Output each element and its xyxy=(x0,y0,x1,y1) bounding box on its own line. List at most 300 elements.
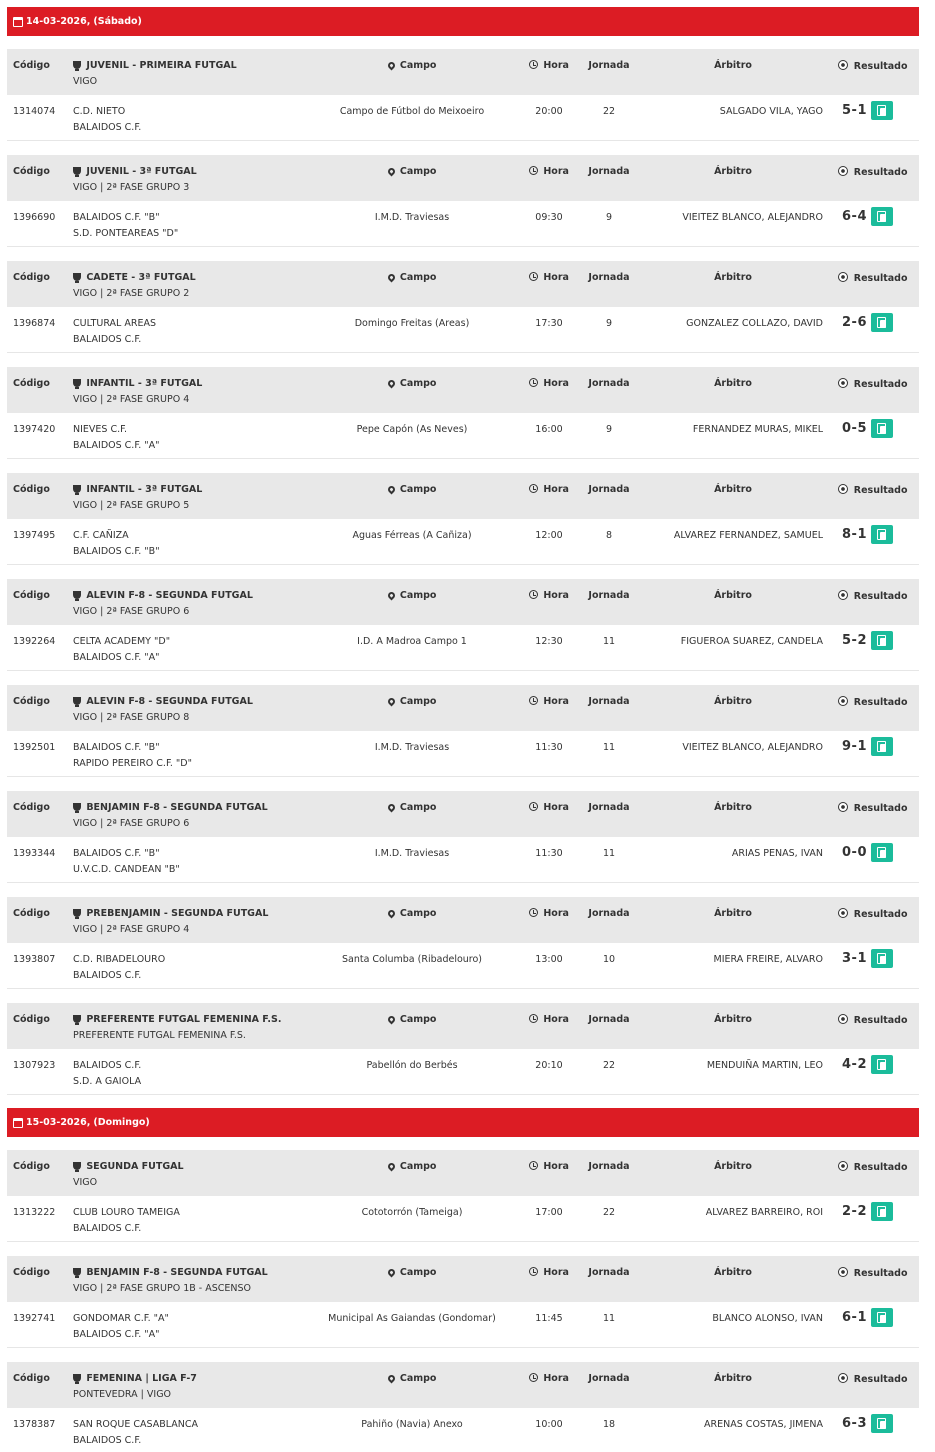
resultado-header xyxy=(827,1373,919,1385)
hora-header xyxy=(519,272,579,283)
hora-label: Hora xyxy=(543,590,569,601)
jornada-header: Jornada xyxy=(588,1373,630,1384)
campo-header xyxy=(307,272,517,283)
campo-header xyxy=(307,166,517,177)
match-card xyxy=(7,1003,919,1095)
day-date: 14-03-2026, xyxy=(26,16,91,27)
competition-name[interactable] xyxy=(73,484,202,495)
jornada-header: Jornada xyxy=(588,908,630,919)
jornada-header: Jornada xyxy=(588,1014,630,1025)
venue[interactable]: Municipal As Gaiandas (Gondomar) xyxy=(328,1313,496,1324)
match-round: 10 xyxy=(602,954,616,965)
hora-header xyxy=(519,696,579,707)
trophy-icon xyxy=(73,167,81,175)
codigo-header: Código xyxy=(13,1267,50,1278)
arbitro-header: Árbitro xyxy=(714,1014,752,1025)
hora-label: Hora xyxy=(543,1373,569,1384)
map-pin-icon xyxy=(386,803,396,813)
campo-label: Campo xyxy=(399,696,437,707)
away-team[interactable]: BALAIDOS C.F. "A" xyxy=(73,652,160,663)
match-time: 12:00 xyxy=(535,530,563,541)
competition-group: VIGO | 2ª FASE GRUPO 3 xyxy=(73,182,190,193)
trophy-icon xyxy=(73,1162,81,1170)
hora-label: Hora xyxy=(543,1161,569,1172)
match-round: 11 xyxy=(602,1313,616,1324)
codigo-header: Código xyxy=(13,590,50,601)
match-header-row xyxy=(7,685,919,731)
venue[interactable]: I.M.D. Traviesas xyxy=(374,742,450,753)
match-code: 1397420 xyxy=(13,424,56,435)
match-card xyxy=(7,897,919,989)
home-team[interactable]: BALAIDOS C.F. "B" xyxy=(73,742,160,753)
trophy-icon xyxy=(73,697,81,705)
match-header-row xyxy=(7,1150,919,1196)
competition-group: VIGO | 2ª FASE GRUPO 6 xyxy=(73,606,190,617)
competition-label: PREFERENTE FUTGAL FEMENINA F.S. xyxy=(86,1014,282,1025)
match-report-icon[interactable] xyxy=(871,949,893,968)
codigo-header: Código xyxy=(13,166,50,177)
soccer-ball-icon xyxy=(838,802,848,812)
match-card xyxy=(7,261,919,353)
day-date: 15-03-2026, xyxy=(26,1117,91,1128)
competition-label: INFANTIL - 3ª FUTGAL xyxy=(86,378,203,389)
match-code: 1378387 xyxy=(13,1419,56,1430)
match-round: 9 xyxy=(605,212,613,223)
match-report-icon[interactable] xyxy=(871,737,893,756)
result-cell xyxy=(842,631,912,650)
result-cell xyxy=(842,737,912,756)
match-time: 09:30 xyxy=(535,212,563,223)
match-report-icon[interactable] xyxy=(871,1202,893,1221)
match-score: 5-2 xyxy=(842,633,867,648)
match-time: 17:30 xyxy=(535,318,563,329)
match-data-row xyxy=(7,1302,919,1347)
map-pin-icon xyxy=(386,591,396,601)
clock-icon xyxy=(529,60,538,69)
campo-header xyxy=(307,1014,517,1025)
match-data-row xyxy=(7,943,919,988)
competition-name[interactable] xyxy=(73,1267,268,1278)
arbitro-header: Árbitro xyxy=(714,272,752,283)
referee: ALVAREZ FERNANDEZ, SAMUEL xyxy=(673,530,823,541)
referee: MIERA FREIRE, ALVARO xyxy=(713,954,823,965)
match-data-row xyxy=(7,1408,919,1452)
match-round: 9 xyxy=(605,424,613,435)
venue[interactable]: Pepe Capón (As Neves) xyxy=(356,424,468,435)
resultado-header xyxy=(827,484,919,496)
codigo-header: Código xyxy=(13,696,50,707)
match-report-icon[interactable] xyxy=(871,1308,893,1327)
match-header-row xyxy=(7,49,919,95)
match-report-icon[interactable] xyxy=(871,631,893,650)
home-team[interactable]: C.F. CAÑIZA xyxy=(73,530,129,541)
referee: VIEITEZ BLANCO, ALEJANDRO xyxy=(682,742,823,753)
referee: ALVAREZ BARREIRO, ROI xyxy=(705,1207,823,1218)
competition-label: BENJAMIN F-8 - SEGUNDA FUTGAL xyxy=(86,1267,268,1278)
competition-label: JUVENIL - 3ª FUTGAL xyxy=(86,166,197,177)
clock-icon xyxy=(529,484,538,493)
match-report-icon[interactable] xyxy=(871,101,893,120)
hora-header xyxy=(519,1161,579,1172)
clock-icon xyxy=(529,696,538,705)
arbitro-header: Árbitro xyxy=(714,1267,752,1278)
match-card xyxy=(7,685,919,777)
home-team[interactable]: SAN ROQUE CASABLANCA xyxy=(73,1419,198,1430)
arbitro-header: Árbitro xyxy=(714,378,752,389)
map-pin-icon xyxy=(386,1374,396,1384)
codigo-header: Código xyxy=(13,1373,50,1384)
resultado-label: Resultado xyxy=(853,1015,908,1026)
resultado-header xyxy=(827,60,919,72)
calendar-icon xyxy=(13,17,23,27)
resultado-header xyxy=(827,1014,919,1026)
competition-group: VIGO xyxy=(73,1177,98,1188)
resultado-label: Resultado xyxy=(853,1162,908,1173)
competition-name[interactable] xyxy=(73,378,202,389)
home-team[interactable]: CELTA ACADEMY "D" xyxy=(73,636,171,647)
competition-name[interactable] xyxy=(73,166,197,177)
venue[interactable]: Pahiño (Navia) Anexo xyxy=(361,1419,463,1430)
match-data-row xyxy=(7,307,919,352)
match-time: 20:10 xyxy=(535,1060,563,1071)
match-time: 17:00 xyxy=(535,1207,563,1218)
arbitro-header: Árbitro xyxy=(714,60,752,71)
match-code: 1396690 xyxy=(13,212,56,223)
soccer-ball-icon xyxy=(838,696,848,706)
map-pin-icon xyxy=(386,909,396,919)
trophy-icon xyxy=(73,61,81,69)
match-header-row xyxy=(7,1362,919,1408)
match-card xyxy=(7,473,919,565)
away-team[interactable]: BALAIDOS C.F. "A" xyxy=(73,1329,160,1340)
venue[interactable]: Santa Columba (Ribadelouro) xyxy=(341,954,483,965)
resultado-label: Resultado xyxy=(853,61,908,72)
hora-header xyxy=(519,1267,579,1278)
hora-header xyxy=(519,166,579,177)
hora-header xyxy=(519,378,579,389)
match-code: 1313222 xyxy=(13,1207,56,1218)
trophy-icon xyxy=(73,379,81,387)
match-code: 1396874 xyxy=(13,318,56,329)
hora-label: Hora xyxy=(543,1267,569,1278)
soccer-ball-icon xyxy=(838,1373,848,1383)
trophy-icon xyxy=(73,803,81,811)
campo-label: Campo xyxy=(399,484,437,495)
match-header-row xyxy=(7,155,919,201)
hora-label: Hora xyxy=(543,696,569,707)
match-data-row xyxy=(7,625,919,670)
match-round: 22 xyxy=(602,1060,616,1071)
codigo-header: Código xyxy=(13,378,50,389)
resultado-label: Resultado xyxy=(853,1374,908,1385)
venue[interactable]: I.M.D. Traviesas xyxy=(374,212,450,223)
home-team[interactable]: GONDOMAR C.F. "A" xyxy=(73,1313,169,1324)
hora-label: Hora xyxy=(543,1014,569,1025)
match-code: 1307923 xyxy=(13,1060,56,1071)
map-pin-icon xyxy=(386,61,396,71)
codigo-header: Código xyxy=(13,60,50,71)
jornada-header: Jornada xyxy=(588,590,630,601)
home-team[interactable]: CLUB LOURO TAMEIGA xyxy=(73,1207,180,1218)
match-time: 11:30 xyxy=(535,848,563,859)
match-score: 4-2 xyxy=(842,1057,867,1072)
codigo-header: Código xyxy=(13,272,50,283)
campo-header xyxy=(307,1373,517,1384)
campo-header xyxy=(307,378,517,389)
resultado-header xyxy=(827,378,919,390)
competition-group: VIGO xyxy=(73,76,98,87)
map-pin-icon xyxy=(386,697,396,707)
competition-label: PREBENJAMIN - SEGUNDA FUTGAL xyxy=(86,908,269,919)
clock-icon xyxy=(529,272,538,281)
referee: GONZALEZ COLLAZO, DAVID xyxy=(686,318,823,329)
jornada-header: Jornada xyxy=(588,802,630,813)
competition-name[interactable] xyxy=(73,908,268,919)
resultado-header xyxy=(827,908,919,920)
jornada-header: Jornada xyxy=(588,166,630,177)
soccer-ball-icon xyxy=(838,484,848,494)
match-score: 5-1 xyxy=(842,103,867,118)
match-card xyxy=(7,791,919,883)
competition-name[interactable] xyxy=(73,802,268,813)
away-team[interactable]: BALAIDOS C.F. xyxy=(73,1435,142,1446)
match-card xyxy=(7,367,919,459)
day-header xyxy=(7,7,919,36)
referee: MENDUIÑA MARTIN, LEO xyxy=(706,1060,823,1071)
arbitro-header: Árbitro xyxy=(714,696,752,707)
away-team[interactable]: S.D. PONTEAREAS "D" xyxy=(73,228,179,239)
match-round: 11 xyxy=(602,636,616,647)
match-card xyxy=(7,1362,919,1452)
home-team[interactable]: C.D. RIBADELOURO xyxy=(73,954,166,965)
result-cell xyxy=(842,525,912,544)
match-round: 11 xyxy=(602,848,616,859)
match-time: 13:00 xyxy=(535,954,563,965)
match-score: 0-5 xyxy=(842,421,867,436)
resultado-header xyxy=(827,696,919,708)
hora-label: Hora xyxy=(543,60,569,71)
away-team[interactable]: S.D. A GAIOLA xyxy=(73,1076,142,1087)
venue[interactable]: I.D. A Madroa Campo 1 xyxy=(357,636,467,647)
competition-name[interactable] xyxy=(73,1373,197,1384)
result-cell xyxy=(842,843,912,862)
match-score: 2-2 xyxy=(842,1204,867,1219)
competition-group: VIGO | 2ª FASE GRUPO 1B - ASCENSO xyxy=(73,1283,252,1294)
hora-header xyxy=(519,802,579,813)
jornada-header: Jornada xyxy=(588,1161,630,1172)
resultado-label: Resultado xyxy=(853,803,908,814)
home-team[interactable]: BALAIDOS C.F. "B" xyxy=(73,212,160,223)
match-round: 18 xyxy=(602,1419,616,1430)
competition-label: SEGUNDA FUTGAL xyxy=(86,1161,184,1172)
venue[interactable]: Campo de Fútbol do Meixoeiro xyxy=(339,106,485,117)
result-cell xyxy=(842,1055,912,1074)
match-score: 0-0 xyxy=(842,845,867,860)
venue[interactable]: Pabellón do Berbés xyxy=(366,1060,458,1071)
soccer-ball-icon xyxy=(838,1161,848,1171)
away-team[interactable]: BALAIDOS C.F. "B" xyxy=(73,546,160,557)
match-report-icon[interactable] xyxy=(871,313,893,332)
campo-label: Campo xyxy=(399,1373,437,1384)
resultado-label: Resultado xyxy=(853,591,908,602)
map-pin-icon xyxy=(386,273,396,283)
match-card xyxy=(7,1256,919,1348)
codigo-header: Código xyxy=(13,908,50,919)
hora-label: Hora xyxy=(543,272,569,283)
match-report-icon[interactable] xyxy=(871,419,893,438)
campo-header xyxy=(307,696,517,707)
clock-icon xyxy=(529,166,538,175)
jornada-header: Jornada xyxy=(588,60,630,71)
match-score: 6-4 xyxy=(842,209,867,224)
campo-label: Campo xyxy=(399,60,437,71)
match-report-icon[interactable] xyxy=(871,1055,893,1074)
campo-label: Campo xyxy=(399,1267,437,1278)
clock-icon xyxy=(529,1161,538,1170)
match-code: 1393807 xyxy=(13,954,56,965)
match-code: 1392264 xyxy=(13,636,56,647)
match-report-icon[interactable] xyxy=(871,843,893,862)
campo-header xyxy=(307,484,517,495)
soccer-ball-icon xyxy=(838,378,848,388)
competition-group: VIGO | 2ª FASE GRUPO 4 xyxy=(73,924,190,935)
match-report-icon[interactable] xyxy=(871,1414,893,1433)
match-header-row xyxy=(7,367,919,413)
hora-header xyxy=(519,60,579,71)
match-card xyxy=(7,49,919,141)
codigo-header: Código xyxy=(13,1014,50,1025)
trophy-icon xyxy=(73,1374,81,1382)
match-data-row xyxy=(7,95,919,140)
match-score: 9-1 xyxy=(842,739,867,754)
match-data-row xyxy=(7,1049,919,1094)
result-cell xyxy=(842,949,912,968)
soccer-ball-icon xyxy=(838,908,848,918)
match-code: 1392741 xyxy=(13,1313,56,1324)
clock-icon xyxy=(529,1373,538,1382)
campo-label: Campo xyxy=(399,590,437,601)
arbitro-header: Árbitro xyxy=(714,802,752,813)
arbitro-header: Árbitro xyxy=(714,590,752,601)
match-score: 3-1 xyxy=(842,951,867,966)
resultado-label: Resultado xyxy=(853,379,908,390)
referee: FIGUEROA SUAREZ, CANDELA xyxy=(680,636,823,647)
away-team[interactable]: BALAIDOS C.F. xyxy=(73,122,142,133)
home-team[interactable]: BALAIDOS C.F. "B" xyxy=(73,848,160,859)
home-team[interactable]: NIEVES C.F. xyxy=(73,424,128,435)
competition-group: VIGO | 2ª FASE GRUPO 6 xyxy=(73,818,190,829)
match-report-icon[interactable] xyxy=(871,525,893,544)
map-pin-icon xyxy=(386,167,396,177)
trophy-icon xyxy=(73,1268,81,1276)
resultado-header xyxy=(827,1267,919,1279)
competition-group: PONTEVEDRA | VIGO xyxy=(73,1389,172,1400)
resultado-label: Resultado xyxy=(853,273,908,284)
resultado-header xyxy=(827,166,919,178)
soccer-ball-icon xyxy=(838,1014,848,1024)
competition-label: ALEVIN F-8 - SEGUNDA FUTGAL xyxy=(86,590,253,601)
away-team[interactable]: BALAIDOS C.F. xyxy=(73,1223,142,1234)
campo-label: Campo xyxy=(399,378,437,389)
hora-header xyxy=(519,590,579,601)
jornada-header: Jornada xyxy=(588,378,630,389)
campo-label: Campo xyxy=(399,908,437,919)
soccer-ball-icon xyxy=(838,590,848,600)
competition-name[interactable] xyxy=(73,1161,184,1172)
campo-header xyxy=(307,802,517,813)
home-team[interactable]: CULTURAL AREAS xyxy=(73,318,156,329)
venue[interactable]: Domingo Freitas (Areas) xyxy=(354,318,470,329)
matches-container xyxy=(7,36,919,1095)
competition-label: ALEVIN F-8 - SEGUNDA FUTGAL xyxy=(86,696,253,707)
soccer-ball-icon xyxy=(838,166,848,176)
match-round: 9 xyxy=(605,318,613,329)
competition-label: BENJAMIN F-8 - SEGUNDA FUTGAL xyxy=(86,802,268,813)
map-pin-icon xyxy=(386,1268,396,1278)
away-team[interactable]: U.V.C.D. CANDEAN "B" xyxy=(73,864,180,875)
competition-group: VIGO | 2ª FASE GRUPO 5 xyxy=(73,500,190,511)
match-report-icon[interactable] xyxy=(871,207,893,226)
match-score: 6-1 xyxy=(842,1310,867,1325)
venue[interactable]: Cototorrón (Tameiga) xyxy=(361,1207,463,1218)
competition-name[interactable] xyxy=(73,272,196,283)
match-score: 8-1 xyxy=(842,527,867,542)
competition-name[interactable] xyxy=(73,60,237,71)
match-header-row xyxy=(7,473,919,519)
away-team[interactable]: RAPIDO PEREIRO C.F. "D" xyxy=(73,758,192,769)
match-round: 8 xyxy=(605,530,613,541)
campo-header xyxy=(307,590,517,601)
day-block xyxy=(7,7,919,1095)
result-cell xyxy=(842,1308,912,1327)
map-pin-icon xyxy=(386,1162,396,1172)
home-team[interactable]: C.D. NIETO xyxy=(73,106,126,117)
day-header xyxy=(7,1108,919,1137)
matches-container xyxy=(7,1137,919,1452)
match-code: 1393344 xyxy=(13,848,56,859)
soccer-ball-icon xyxy=(838,272,848,282)
hora-label: Hora xyxy=(543,484,569,495)
competition-name[interactable] xyxy=(73,1014,281,1025)
away-team[interactable]: BALAIDOS C.F. xyxy=(73,970,142,981)
results-list xyxy=(7,7,919,1452)
away-team[interactable]: BALAIDOS C.F. "A" xyxy=(73,440,160,451)
competition-group: VIGO | 2ª FASE GRUPO 2 xyxy=(73,288,190,299)
competition-label: INFANTIL - 3ª FUTGAL xyxy=(86,484,203,495)
codigo-header: Código xyxy=(13,802,50,813)
hora-label: Hora xyxy=(543,166,569,177)
hora-label: Hora xyxy=(543,802,569,813)
jornada-header: Jornada xyxy=(588,272,630,283)
competition-name[interactable] xyxy=(73,696,253,707)
resultado-label: Resultado xyxy=(853,1268,908,1279)
result-cell xyxy=(842,1202,912,1221)
match-score: 2-6 xyxy=(842,315,867,330)
campo-header xyxy=(307,1161,517,1172)
match-header-row xyxy=(7,1256,919,1302)
competition-name[interactable] xyxy=(73,590,253,601)
venue[interactable]: Aguas Férreas (A Cañiza) xyxy=(352,530,472,541)
venue[interactable]: I.M.D. Traviesas xyxy=(374,848,450,859)
campo-label: Campo xyxy=(399,1014,437,1025)
referee: BLANCO ALONSO, IVAN xyxy=(712,1313,823,1324)
map-pin-icon xyxy=(386,485,396,495)
arbitro-header: Árbitro xyxy=(714,1373,752,1384)
home-team[interactable]: BALAIDOS C.F. xyxy=(73,1060,142,1071)
referee: FERNANDEZ MURAS, MIKEL xyxy=(692,424,823,435)
hora-label: Hora xyxy=(543,908,569,919)
away-team[interactable]: BALAIDOS C.F. xyxy=(73,334,142,345)
